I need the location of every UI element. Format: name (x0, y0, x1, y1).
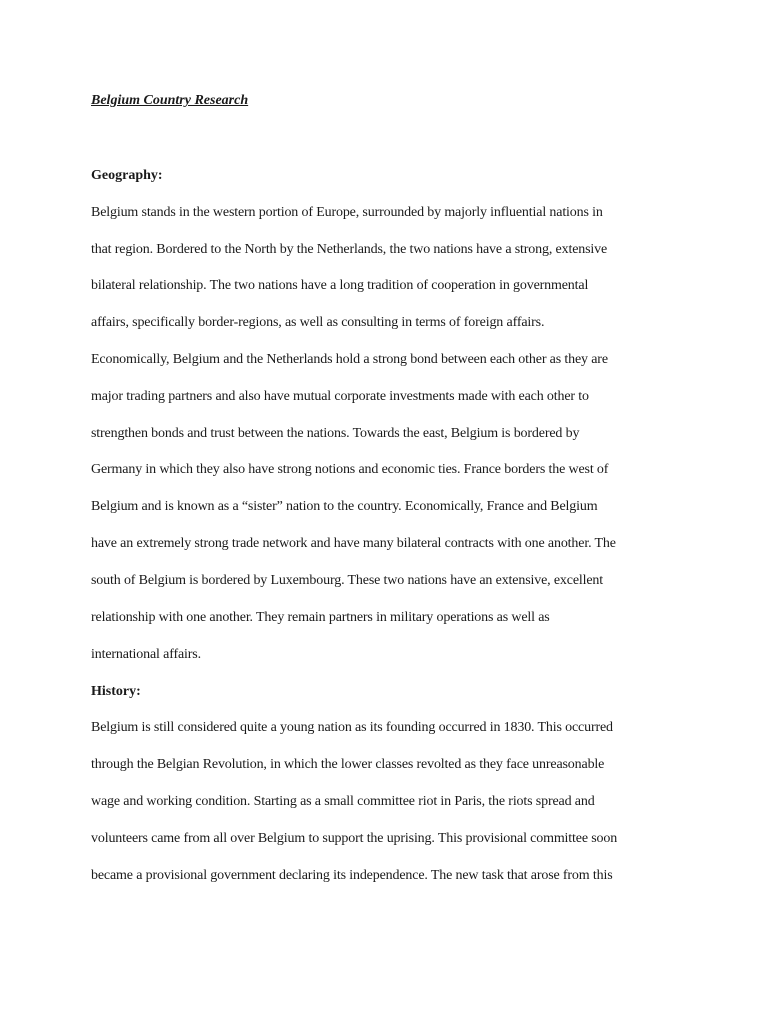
paragraph-line: south of Belgium is bordered by Luxembourg. These two nations have an extensive, excellent (91, 573, 604, 588)
paragraph-line: volunteers came from all over Belgium to support the uprising. This provisional committee soon (91, 831, 618, 846)
paragraph-line: Belgium stands in the western portion of Europe, surrounded by majorly influential nations in (91, 205, 603, 220)
section-heading-history: History: (91, 684, 141, 699)
paragraph-line: major trading partners and also have mutual corporate investments made with each other to (91, 389, 589, 404)
paragraph-line: affairs, specifically border-regions, as well as consulting in terms of foreign affairs. (91, 315, 545, 330)
section-heading-geography: Geography: (91, 168, 163, 183)
paragraph-line: Belgium and is known as a “sister” nation to the country. Economically, France and Belgium (91, 499, 598, 514)
paragraph-line: Germany in which they also have strong notions and economic ties. France borders the west of (91, 462, 609, 477)
paragraph-line: international affairs. (91, 647, 201, 662)
paragraph-line: that region. Bordered to the North by the Netherlands, the two nations have a strong, extensive (91, 242, 608, 257)
paragraph-line: Belgium is still considered quite a young nation as its founding occurred in 1830. This occurred (91, 720, 613, 735)
paragraph-line: relationship with one another. They remain partners in military operations as well as (91, 610, 550, 625)
paragraph-line: Economically, Belgium and the Netherlands hold a strong bond between each other as they are (91, 352, 608, 367)
paragraph-line: have an extremely strong trade network and have many bilateral contracts with one another. The (91, 536, 616, 551)
paragraph-line: wage and working condition. Starting as a small committee riot in Paris, the riots spread and (91, 794, 595, 809)
paragraph-line: strengthen bonds and trust between the nations. Towards the east, Belgium is bordered by (91, 426, 580, 441)
paragraph-line: became a provisional government declaring its independence. The new task that arose from this (91, 868, 613, 883)
document-title: Belgium Country Research (91, 93, 249, 108)
paragraph-line: through the Belgian Revolution, in which the lower classes revolted as they face unreasonable (91, 757, 605, 772)
paragraph-line: bilateral relationship. The two nations have a long tradition of cooperation in governmental (91, 278, 589, 293)
